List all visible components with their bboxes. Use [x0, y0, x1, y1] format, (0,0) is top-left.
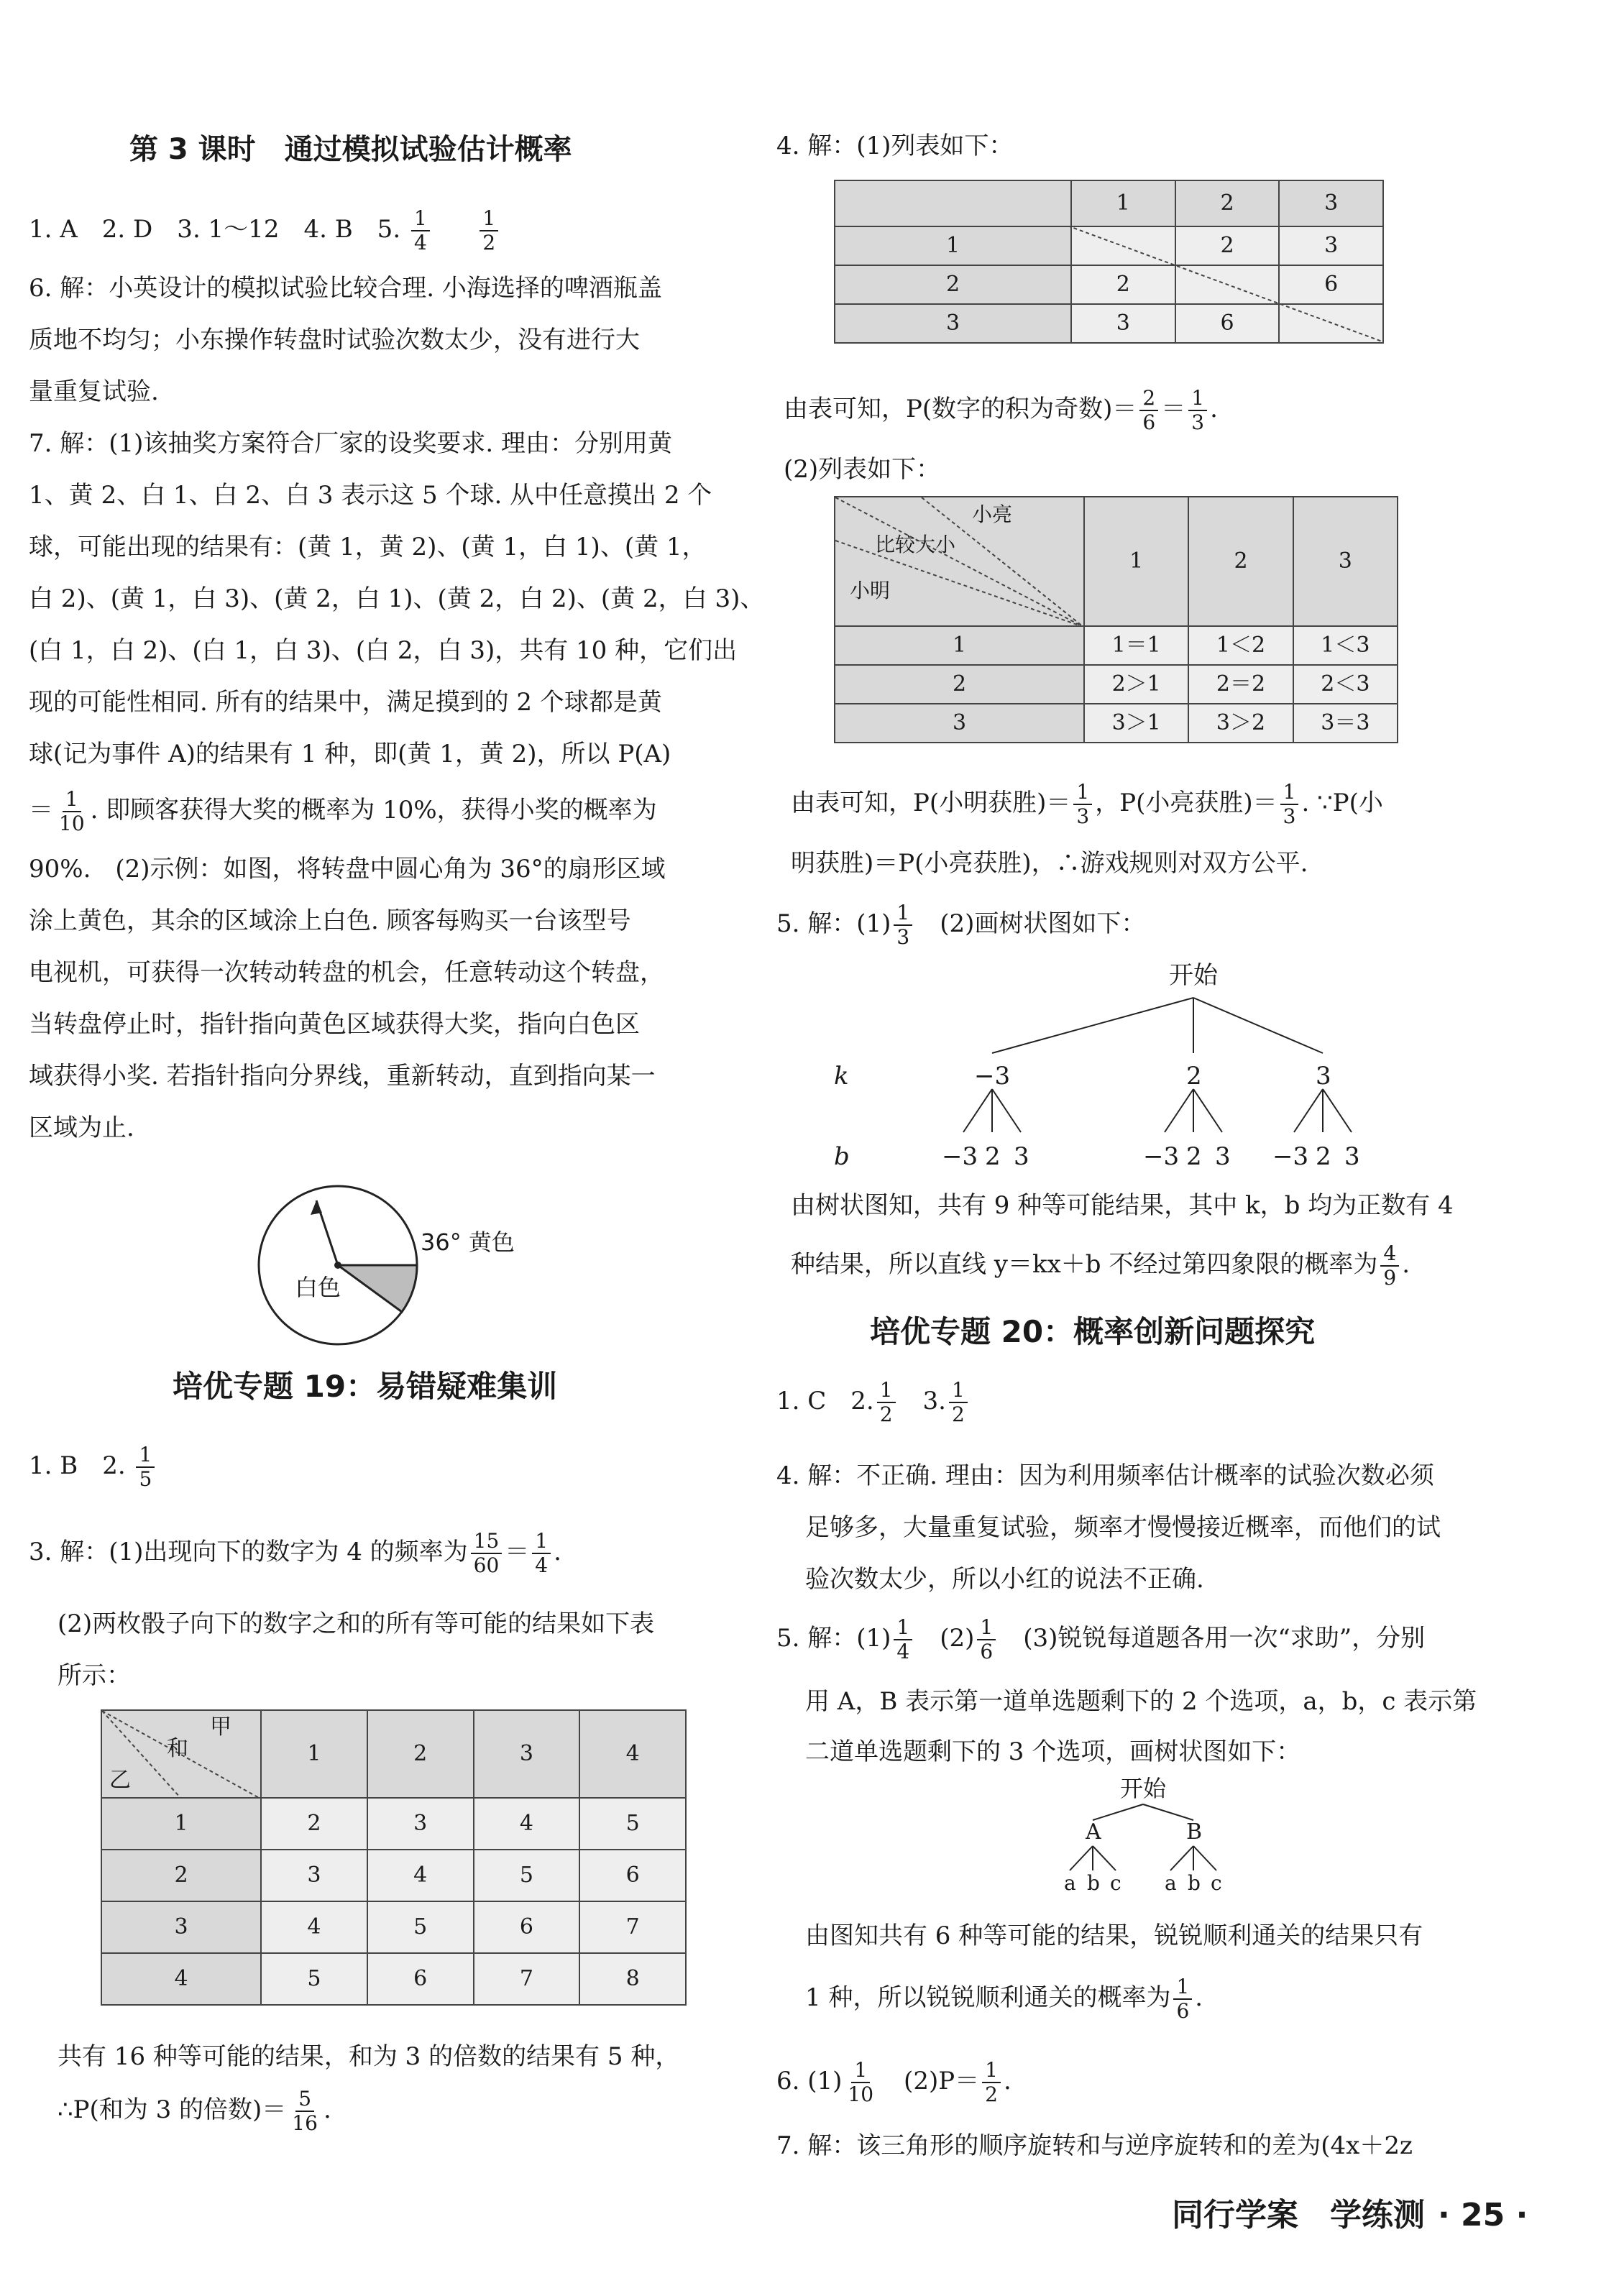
compare-table: [834, 496, 1398, 743]
row-header: 2: [101, 1850, 261, 1901]
table-cell: 8: [579, 1953, 686, 2005]
table-header-row: [835, 497, 1398, 626]
table-cell: 7: [579, 1901, 686, 1953]
table-cell: 3＝3: [1293, 704, 1398, 743]
row-header: 1: [835, 626, 1084, 665]
corner-label-jia: 甲: [210, 1714, 231, 1740]
fraction: $\frac{1}{4}$: [894, 1617, 912, 1662]
fraction: $\frac{1}{2}$: [877, 1380, 896, 1425]
tree-leaf: c: [1211, 1871, 1222, 1895]
q7-answer-line: 7. 解：该三角形的顺序旋转和与逆序旋转和的差为(4x＋2z: [776, 2131, 1413, 2160]
q4-result-line: 由表可知，P(小明获胜)＝ $\frac{1}{3}$ ，P(小亮获胜)＝ $\frac{1}{3}$ . ∵P(小: [791, 780, 1383, 828]
diagonal-dashed-line: [1068, 226, 1384, 342]
fraction: $\frac{1}{3}$: [1073, 782, 1092, 827]
table-cell: 5: [367, 1901, 474, 1953]
corner-label-xiaoming: 小明: [850, 579, 891, 602]
q7-line: 1、黄 2、白 1、白 2、白 3 表示这 5 个球. 从中任意摸出 2 个: [29, 481, 712, 510]
table-row: [101, 1953, 686, 2005]
row-header: 1: [835, 226, 1071, 265]
q5b-line: 用 A，B 表示第一道单选题剩下的 2 个选项，a，b，c 表示第: [805, 1687, 1477, 1716]
table-cell: 6: [1279, 265, 1383, 304]
tree-leaf: b: [1188, 1871, 1201, 1895]
fraction: $\frac{1}{2}$: [982, 2060, 1001, 2105]
section-title-lesson3: 第 3 课时 通过模拟试验估计概率: [129, 133, 572, 166]
table-row: [101, 1798, 686, 1850]
spinner-white-label: 白色: [295, 1274, 341, 1301]
table-cell: 3＞2: [1188, 704, 1293, 743]
tree-diagram-ab: [1035, 1776, 1265, 1898]
spinner-center: [334, 1262, 341, 1269]
column-header: 4: [579, 1710, 686, 1798]
tree-leaf: 3: [1215, 1142, 1231, 1171]
q6-line: 6. 解：小英设计的模拟试验比较合理. 小海选择的啤酒瓶盖: [29, 274, 662, 303]
q4-line: (2)列表如下：: [784, 455, 941, 484]
yellow-sector: [338, 1265, 417, 1312]
fraction: $\frac{1}{10}$: [848, 2058, 874, 2106]
table-cell: 6: [367, 1953, 474, 2005]
q5b-line: 二道单选题剩下的 3 个选项，画树状图如下：: [805, 1737, 1301, 1766]
q6-line: 质地不均匀；小东操作转盘时试验次数太少，没有进行大: [29, 326, 640, 354]
q4-line: 4. 解：(1)列表如下：: [776, 132, 1014, 160]
table-cell: 5: [474, 1850, 580, 1901]
answer-line-1-3: 1. C 2. $\frac{1}{2}$ 3. $\frac{1}{2}$: [776, 1380, 971, 1425]
table-row: [835, 626, 1398, 665]
table-cell: 6: [1175, 304, 1280, 343]
q5-conclusion-line: 种结果，所以直线 y＝kx＋b 不经过第四象限的概率为 $\frac{4}{9}$ .: [791, 1241, 1410, 1290]
q7-line: 球，可能出现的结果有：(黄 1，黄 2)、(黄 1，白 1)、(黄 1，: [29, 533, 707, 561]
table-cell: 5: [579, 1798, 686, 1850]
corner-label-xiaoliang: 小亮: [972, 502, 1013, 526]
table-cell: 2: [261, 1798, 367, 1850]
table-cell: 2＜3: [1293, 665, 1398, 704]
fraction: $\frac{1}{4}$: [532, 1531, 551, 1576]
fraction: $\frac{1}{3}$: [1280, 782, 1299, 827]
q7-line: 现的可能性相同. 所有的结果中，满足摸到的 2 个球都是黄: [29, 688, 662, 717]
section-title-topic20: 培优专题 20：概率创新问题探究: [870, 1314, 1316, 1349]
dice-sum-table: [101, 1709, 687, 2006]
tree-leaf: 3: [1014, 1142, 1029, 1171]
table-cell: 1＝1: [1084, 626, 1188, 665]
corner-label-he: 和: [167, 1736, 188, 1761]
q3-conclusion-line: ∴P(和为 3 的倍数)＝ $\frac{5}{16}$ .: [58, 2087, 331, 2135]
tree-root: 开始: [1120, 1775, 1167, 1802]
section-title-topic19: 培优专题 19：易错疑难集训: [173, 1369, 558, 1404]
table-cell: 2: [1071, 265, 1175, 304]
tree-leaf: −3: [1143, 1142, 1180, 1171]
tree-node: −3: [974, 1062, 1011, 1090]
table-row: [101, 1850, 686, 1901]
q7-line: 区域为止.: [29, 1113, 134, 1142]
q6-answer-line: 6. (1) $\frac{1}{10}$ (2)P＝ $\frac{1}{2}$ .: [776, 2058, 1011, 2106]
q7-line: 电视机，可获得一次转动转盘的机会，任意转动这个转盘，: [29, 958, 664, 987]
row-header: 2: [835, 265, 1071, 304]
column-header: 3: [1279, 180, 1383, 226]
column-header: 1: [1084, 497, 1188, 626]
table-cell: 3: [1279, 226, 1383, 265]
row-header: 4: [101, 1953, 261, 2005]
column-header: 2: [1175, 180, 1280, 226]
q7-line: 7. 解：(1)该抽奖方案符合厂家的设奖要求. 理由：分别用黄: [29, 429, 673, 458]
tree-leaf: a: [1064, 1871, 1076, 1895]
fraction: $\frac{1}{2}$: [949, 1380, 968, 1425]
tree-diagram-kb: [834, 963, 1380, 1179]
pointer-arrow-icon: [311, 1200, 322, 1215]
column-header: 3: [474, 1710, 580, 1798]
q5-line: 由树状图知，共有 9 种等可能结果，其中 k，b 均为正数有 4: [791, 1191, 1454, 1220]
answer-line-1-2: 1. B 2. $\frac{1}{5}$: [29, 1445, 157, 1489]
column-header: 3: [1293, 497, 1398, 626]
tree-node: B: [1186, 1819, 1203, 1845]
column-header: 2: [367, 1710, 474, 1798]
table-cell: 3: [367, 1798, 474, 1850]
table-cell: 4: [474, 1798, 580, 1850]
fraction: $\frac{1}{3}$: [894, 903, 912, 947]
q7-line: 白 2)、(黄 1，白 3)、(黄 2，白 1)、(黄 2，白 2)、(黄 2，白 3)、: [29, 584, 765, 613]
table-cell: 2＞1: [1084, 665, 1188, 704]
tree-node: A: [1086, 1819, 1101, 1845]
row-header: 1: [101, 1798, 261, 1850]
q7-line: 90%. (2)示例：如图，将转盘中圆心角为 36°的扇形区域: [29, 855, 666, 883]
page-number: · 25 ·: [1438, 2197, 1528, 2233]
tree-node: 2: [1186, 1062, 1202, 1090]
column-header: 1: [1071, 180, 1175, 226]
q7-line: 当转盘停止时，指针指向黄色区域获得大奖，指向白色区: [29, 1010, 640, 1039]
table-row: [101, 1901, 686, 1953]
column-header: 2: [1188, 497, 1293, 626]
q7-line: 涂上黄色，其余的区域涂上白色. 顾客每购买一台该型号: [29, 906, 631, 935]
table-cell: 6: [474, 1901, 580, 1953]
table-cell: 2: [1175, 226, 1280, 265]
table-corner: [101, 1710, 261, 1798]
table-cell: 1＜2: [1188, 626, 1293, 665]
row-header: 2: [835, 665, 1084, 704]
table-cell: 5: [261, 1953, 367, 2005]
fraction: $\frac{5}{16}$: [292, 2087, 318, 2135]
fraction: $\frac{4}{9}$: [1380, 1244, 1399, 1288]
q6-line: 量重复试验.: [29, 377, 159, 406]
fraction: $\frac{15}{60}$: [471, 1531, 503, 1576]
table-cell: 1＜3: [1293, 626, 1398, 665]
table-header-row: [101, 1710, 686, 1798]
tree-leaf: c: [1110, 1871, 1121, 1895]
tree-leaf: 2: [985, 1142, 1001, 1171]
table-cell: 4: [261, 1901, 367, 1953]
tree-leaf: −3: [942, 1142, 978, 1171]
table-cell: 4: [367, 1850, 474, 1901]
table-row: [835, 665, 1398, 704]
q7-line: 球(记为事件 A)的结果有 1 种，即(黄 1，黄 2)，所以 P(A): [29, 740, 671, 768]
table-corner: [835, 180, 1071, 226]
answer-line-1-5: [29, 208, 501, 253]
q3-line: 共有 16 种等可能的结果，和为 3 的倍数的结果有 5 种，: [58, 2042, 680, 2071]
table-cell: 6: [579, 1850, 686, 1901]
q4-line: 明获胜)＝P(小亮获胜)，∴游戏规则对双方公平.: [791, 849, 1308, 878]
row-header: 3: [835, 304, 1071, 343]
tree-leaf: 2: [1186, 1142, 1202, 1171]
fraction: $\frac{1}{2}$: [480, 208, 498, 253]
tree-leaf: −3: [1272, 1142, 1309, 1171]
footer-brand: 同行学案 学练测: [1172, 2197, 1425, 2233]
tree-node: 3: [1316, 1062, 1331, 1090]
fraction: $\frac{1}{6}$: [1173, 1977, 1192, 2021]
fraction: $\frac{1}{6}$: [977, 1617, 996, 1662]
fraction: $\frac{1}{3}$: [1188, 388, 1207, 433]
tree-leaf: b: [1087, 1871, 1100, 1895]
table-cell: 2＝2: [1188, 665, 1293, 704]
q5b-line: 5. 解：(1) $\frac{1}{4}$ (2) $\frac{1}{6}$ (3)锐锐每道题各用一次“求助”，分别: [776, 1615, 1426, 1663]
table-row: [835, 704, 1398, 743]
q3-line: 3. 解：(1)出现向下的数字为 4 的频率为 $\frac{15}{60}$ ＝ $\frac{1}{4}$ .: [29, 1529, 561, 1577]
tree-leaf: a: [1165, 1871, 1177, 1895]
table-cell: 3: [1071, 304, 1175, 343]
spinner-yellow-label: 36° 黄色: [421, 1229, 515, 1256]
table-cell: 3: [261, 1850, 367, 1901]
q5b-line: 由图知共有 6 种等可能的结果，锐锐顺利通关的结果只有: [805, 1921, 1423, 1950]
tree-label-k: k: [834, 1062, 849, 1090]
corner-label-yi: 乙: [109, 1768, 131, 1793]
table-header-row: [835, 180, 1383, 226]
table-cell: 7: [474, 1953, 580, 2005]
q7-probability-line: ＝ $\frac{1}{10}$ . 即顾客获得大奖的概率为 10%，获得小奖的概率为: [29, 787, 657, 835]
q7-line: (白 1，白 2)、(白 1，白 3)、(白 2，白 3)，共有 10 种，它们出: [29, 636, 738, 665]
fraction: $\frac{2}{6}$: [1139, 388, 1158, 433]
table-corner: [835, 497, 1084, 626]
tree-root: 开始: [1169, 961, 1218, 990]
corner-label-compare: 比较大小: [875, 533, 956, 556]
spinner-figure: [244, 1179, 546, 1351]
tree-leaf: 2: [1316, 1142, 1331, 1171]
tree-leaf: 3: [1344, 1142, 1360, 1171]
q3-line: (2)两枚骰子向下的数字之和的所有等可能的结果如下表: [58, 1610, 655, 1638]
column-header: 1: [261, 1710, 367, 1798]
table-cell: 3＞1: [1084, 704, 1188, 743]
fraction: $\frac{1}{5}$: [136, 1445, 155, 1489]
q3-line: 所示：: [58, 1661, 131, 1690]
q4-result-line: 由表可知，P(数字的积为奇数)＝ $\frac{2}{6}$ ＝ $\frac{1}{3}$ .: [784, 386, 1218, 434]
answer-text: 1. A 2. D 3. 1～12 4. B 5.: [29, 215, 401, 244]
q7-line: 域获得小奖. 若指针指向分界线，重新转动，直到指向某一: [29, 1062, 656, 1090]
row-header: 3: [835, 704, 1084, 743]
q5-line: 5. 解：(1) $\frac{1}{3}$ (2)画树状图如下：: [776, 901, 1146, 949]
tree-label-b: b: [834, 1142, 850, 1171]
q5b-conclusion-line: 1 种，所以锐锐顺利通关的概率为 $\frac{1}{6}$ .: [805, 1975, 1203, 2023]
q4b-line: 足够多，大量重复试验，频率才慢慢接近概率，而他们的试: [805, 1513, 1441, 1542]
fraction: $\frac{1}{4}$: [411, 208, 430, 253]
q4b-line: 4. 解：不正确. 理由：因为利用频率估计概率的试验次数必须: [776, 1461, 1434, 1490]
fraction: $\frac{1}{10}$: [59, 787, 85, 835]
q4b-line: 验次数太少，所以小红的说法不正确.: [805, 1565, 1204, 1594]
row-header: 3: [101, 1901, 261, 1953]
